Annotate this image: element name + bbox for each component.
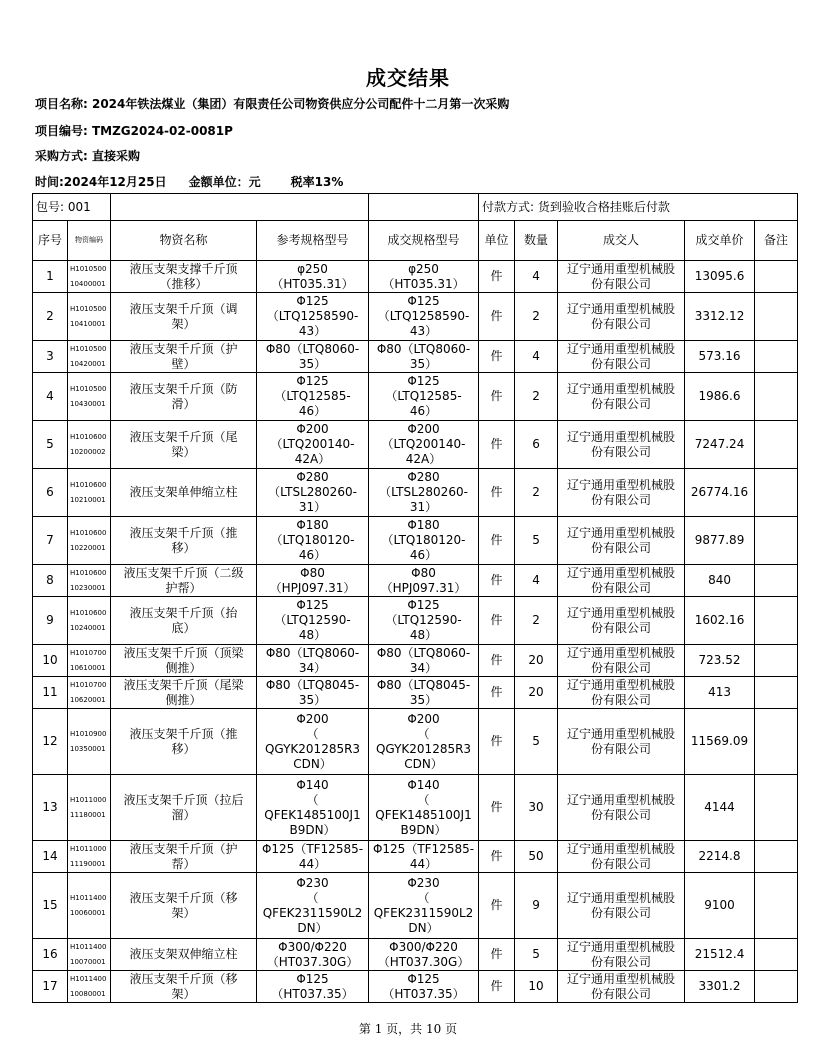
deal-spec: Φ200 （LTQ200140- 42A） [369,421,479,469]
deal-spec: Φ125 （LTQ12585- 46） [369,373,479,421]
currency-unit: 金额单位：元 [188,175,261,189]
quantity: 2 [515,469,558,517]
unit: 件 [479,469,515,517]
material-name: 液压支架千斤顶（顶梁 侧推） [111,645,257,677]
unit-price: 7247.24 [685,421,755,469]
unit: 件 [479,261,515,293]
material-code: H1010700 10610001 [68,645,111,677]
unit-price: 26774.16 [685,469,755,517]
material-name: 液压支架千斤顶（尾梁 侧推） [111,677,257,709]
reference-spec: Φ180 （LTQ180120- 46） [257,517,369,565]
deal-spec: Φ140 （ QFEK1485100J1 B9DN） [369,775,479,841]
material-code: H1010600 10230001 [68,565,111,597]
unit-price: 2214.8 [685,841,755,873]
header-cell: 物资编码 [68,221,111,261]
supplier: 辽宁通用重型机械股 份有限公司 [558,517,685,565]
remark [755,421,798,469]
deal-spec: Φ80 （HPJ097.31） [369,565,479,597]
quantity: 4 [515,261,558,293]
material-code: H1010500 10420001 [68,341,111,373]
remark [755,597,798,645]
reference-spec: Φ125 （HT037.35） [257,971,369,1003]
material-name: 液压支架支撑千斤顶 （推移） [111,261,257,293]
material-name: 液压支架千斤顶（护 帮） [111,841,257,873]
table-row [33,677,798,709]
deal-spec: Φ125 （LTQ12590- 48） [369,597,479,645]
header-cell: 成交人 [558,221,685,261]
page-footer: 第 1 页，共 10 页 [358,1022,458,1036]
material-name: 液压支架千斤顶（拉后 溜） [111,775,257,841]
unit-price: 1986.6 [685,373,755,421]
quantity: 9 [515,873,558,939]
material-code: H1011000 11180001 [68,775,111,841]
deal-spec: Φ125（TF12585- 44） [369,841,479,873]
unit: 件 [479,597,515,645]
quantity: 4 [515,341,558,373]
supplier: 辽宁通用重型机械股 份有限公司 [558,373,685,421]
unit-price: 3301.2 [685,971,755,1003]
material-name: 液压支架单伸缩立柱 [111,469,257,517]
material-code: H1010900 10350001 [68,709,111,775]
unit: 件 [479,873,515,939]
table-row [33,373,798,421]
material-code: H1011400 10060001 [68,873,111,939]
row-number: 3 [33,341,68,373]
reference-spec: Φ125 （LTQ12585- 46） [257,373,369,421]
row-number: 2 [33,293,68,341]
header-cell: 单位 [479,221,515,261]
remark [755,873,798,939]
quantity: 2 [515,373,558,421]
supplier: 辽宁通用重型机械股 份有限公司 [558,261,685,293]
date-text: 时间:2024年12月25日 [35,175,167,189]
supplier: 辽宁通用重型机械股 份有限公司 [558,873,685,939]
unit-price: 11569.09 [685,709,755,775]
remark [755,645,798,677]
tax-rate: 税率13% [290,175,344,189]
table-row [33,517,798,565]
material-code: H1011400 10070001 [68,939,111,971]
procurement-method: 采购方式: 直接采购 [35,149,140,163]
supplier: 辽宁通用重型机械股 份有限公司 [558,841,685,873]
reference-spec: Φ230 （ QFEK2311590L2 DN） [257,873,369,939]
material-name: 液压支架双伸缩立柱 [111,939,257,971]
quantity: 5 [515,939,558,971]
unit: 件 [479,939,515,971]
remark [755,939,798,971]
header-cell: 序号 [33,221,68,261]
remark [755,677,798,709]
remark [755,709,798,775]
unit: 件 [479,341,515,373]
material-code: H1010500 10430001 [68,373,111,421]
payment-terms: 付款方式: 货到验收合格挂账后付款 [479,194,798,221]
unit: 件 [479,645,515,677]
row-number: 11 [33,677,68,709]
package-number: 包号: 001 [33,194,111,221]
reference-spec: Φ140 （ QFEK1485100J1 B9DN） [257,775,369,841]
table-row [33,841,798,873]
blank-cell [111,194,369,221]
quantity: 5 [515,517,558,565]
unit: 件 [479,841,515,873]
material-code: H1010600 10210001 [68,469,111,517]
unit-price: 1602.16 [685,597,755,645]
material-name: 液压支架千斤顶（推 移） [111,517,257,565]
remark [755,971,798,1003]
header-cell: 数量 [515,221,558,261]
quantity: 2 [515,293,558,341]
supplier: 辽宁通用重型机械股 份有限公司 [558,939,685,971]
quantity: 30 [515,775,558,841]
material-code: H1010500 10410001 [68,293,111,341]
supplier: 辽宁通用重型机械股 份有限公司 [558,645,685,677]
unit-price: 840 [685,565,755,597]
reference-spec: Φ125（TF12585- 44） [257,841,369,873]
material-name: 液压支架千斤顶（防 滑） [111,373,257,421]
reference-spec: Φ80（LTQ8060- 35） [257,341,369,373]
deal-spec: φ250 （HT035.31） [369,261,479,293]
row-number: 8 [33,565,68,597]
table-row [33,709,798,775]
deal-spec: Φ125 （HT037.35） [369,971,479,1003]
table-row [33,261,798,293]
result-table [32,193,798,1003]
reference-spec: φ250 （HT035.31） [257,261,369,293]
unit-price: 9100 [685,873,755,939]
row-number: 6 [33,469,68,517]
remark [755,775,798,841]
material-code: H1010500 10400001 [68,261,111,293]
material-code: H1011000 11190001 [68,841,111,873]
quantity: 10 [515,971,558,1003]
deal-spec: Φ180 （LTQ180120- 46） [369,517,479,565]
unit: 件 [479,677,515,709]
table-row [33,971,798,1003]
header-cell: 成交单价 [685,221,755,261]
row-number: 13 [33,775,68,841]
table-row [33,939,798,971]
supplier: 辽宁通用重型机械股 份有限公司 [558,597,685,645]
reference-spec: Φ80（LTQ8060- 34） [257,645,369,677]
remark [755,341,798,373]
deal-spec: Φ300/Φ220 （HT037.30G） [369,939,479,971]
deal-spec: Φ80（LTQ8060- 35） [369,341,479,373]
row-number: 14 [33,841,68,873]
reference-spec: Φ200 （ QGYK201285R3 CDN） [257,709,369,775]
header-cell: 参考规格型号 [257,221,369,261]
supplier: 辽宁通用重型机械股 份有限公司 [558,421,685,469]
material-code: H1010700 10620001 [68,677,111,709]
material-name: 液压支架千斤顶（二级 护帮） [111,565,257,597]
time-line [35,173,343,190]
row-number: 17 [33,971,68,1003]
unit: 件 [479,517,515,565]
reference-spec: Φ125 （LTQ1258590- 43） [257,293,369,341]
row-number: 10 [33,645,68,677]
row-number: 7 [33,517,68,565]
deal-spec: Φ80（LTQ8045- 35） [369,677,479,709]
table-row [33,293,798,341]
material-name: 液压支架千斤顶（移 架） [111,873,257,939]
material-name: 液压支架千斤顶（移 架） [111,971,257,1003]
quantity: 50 [515,841,558,873]
supplier: 辽宁通用重型机械股 份有限公司 [558,709,685,775]
material-name: 液压支架千斤顶（推 移） [111,709,257,775]
row-number: 16 [33,939,68,971]
supplier: 辽宁通用重型机械股 份有限公司 [558,293,685,341]
unit: 件 [479,373,515,421]
unit: 件 [479,565,515,597]
material-code: H1010600 10220001 [68,517,111,565]
deal-spec: Φ125 （LTQ1258590- 43） [369,293,479,341]
supplier: 辽宁通用重型机械股 份有限公司 [558,341,685,373]
deal-spec: Φ230 （ QFEK2311590L2 DN） [369,873,479,939]
reference-spec: Φ280 （LTSL280260- 31） [257,469,369,517]
blank-cell [369,194,479,221]
unit-price: 3312.12 [685,293,755,341]
remark [755,565,798,597]
page-title: 成交结果 [366,66,450,90]
header-row [33,221,798,261]
row-number: 5 [33,421,68,469]
material-code: H1010600 10200002 [68,421,111,469]
reference-spec: Φ80（LTQ8045- 35） [257,677,369,709]
row-number: 1 [33,261,68,293]
supplier: 辽宁通用重型机械股 份有限公司 [558,565,685,597]
remark [755,261,798,293]
quantity: 2 [515,597,558,645]
unit-price: 21512.4 [685,939,755,971]
unit-price: 573.16 [685,341,755,373]
row-number: 12 [33,709,68,775]
quantity: 4 [515,565,558,597]
material-code: H1010600 10240001 [68,597,111,645]
reference-spec: Φ200 （LTQ200140- 42A） [257,421,369,469]
supplier: 辽宁通用重型机械股 份有限公司 [558,677,685,709]
table-row [33,565,798,597]
table-row [33,597,798,645]
unit: 件 [479,971,515,1003]
table-row [33,469,798,517]
remark [755,517,798,565]
unit: 件 [479,775,515,841]
table-row [33,645,798,677]
unit-price: 9877.89 [685,517,755,565]
supplier: 辽宁通用重型机械股 份有限公司 [558,775,685,841]
unit: 件 [479,709,515,775]
header-cell: 物资名称 [111,221,257,261]
deal-spec: Φ200 （ QGYK201285R3 CDN） [369,709,479,775]
row-number: 15 [33,873,68,939]
supplier: 辽宁通用重型机械股 份有限公司 [558,971,685,1003]
material-name: 液压支架千斤顶（调 架） [111,293,257,341]
unit-price: 4144 [685,775,755,841]
reference-spec: Φ125 （LTQ12590- 48） [257,597,369,645]
table-row [33,873,798,939]
unit-price: 413 [685,677,755,709]
project-number: 项目编号: TMZG2024-02-0081P [35,124,233,138]
row-number: 9 [33,597,68,645]
remark [755,469,798,517]
quantity: 20 [515,645,558,677]
reference-spec: Φ300/Φ220 （HT037.30G） [257,939,369,971]
table-body [33,194,798,1003]
deal-spec: Φ80（LTQ8060- 34） [369,645,479,677]
material-name: 液压支架千斤顶（护 壁） [111,341,257,373]
unit-price: 13095.6 [685,261,755,293]
table-row [33,421,798,469]
row-number: 4 [33,373,68,421]
header-cell: 备注 [755,221,798,261]
material-code: H1011400 10080001 [68,971,111,1003]
header-cell: 成交规格型号 [369,221,479,261]
reference-spec: Φ80 （HPJ097.31） [257,565,369,597]
package-row [33,194,798,221]
project-name: 项目名称: 2024年铁法煤业（集团）有限责任公司物资供应分公司配件十二月第一次采购 [35,97,510,111]
table-row [33,775,798,841]
supplier: 辽宁通用重型机械股 份有限公司 [558,469,685,517]
unit: 件 [479,293,515,341]
quantity: 5 [515,709,558,775]
material-name: 液压支架千斤顶（抬 底） [111,597,257,645]
deal-spec: Φ280 （LTSL280260- 31） [369,469,479,517]
material-name: 液压支架千斤顶（尾 梁） [111,421,257,469]
remark [755,841,798,873]
unit: 件 [479,421,515,469]
remark [755,373,798,421]
quantity: 6 [515,421,558,469]
unit-price: 723.52 [685,645,755,677]
remark [755,293,798,341]
table-row [33,341,798,373]
quantity: 20 [515,677,558,709]
